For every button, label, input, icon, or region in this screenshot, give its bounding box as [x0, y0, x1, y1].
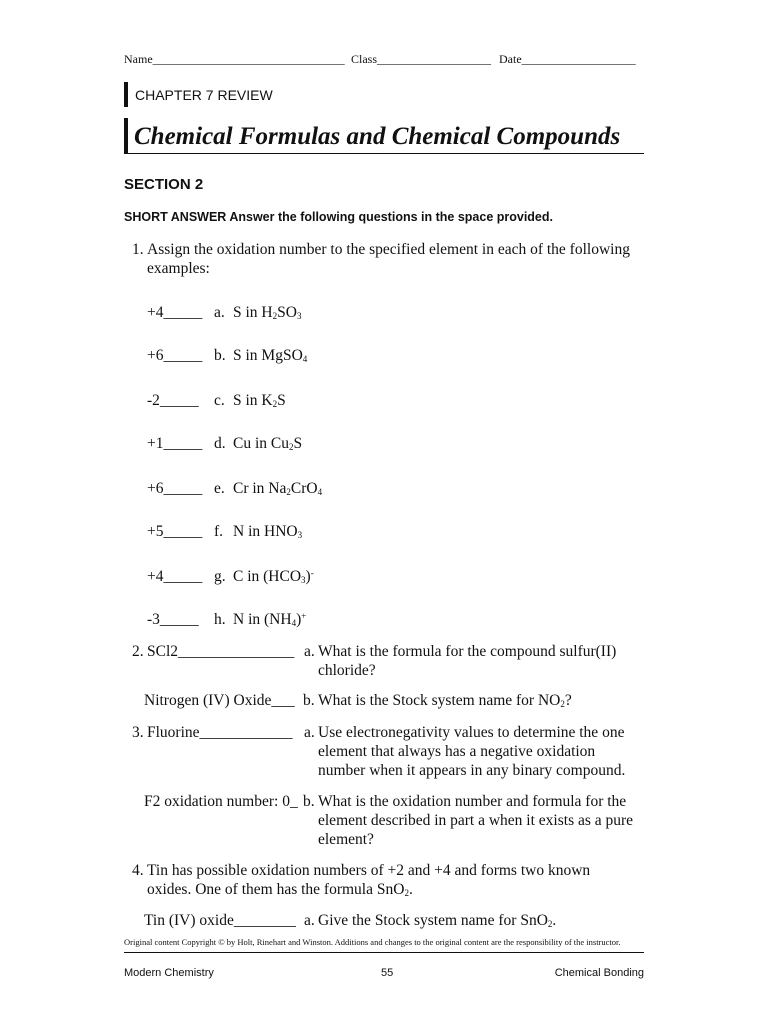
question-3b-text-line1: What is the oxidation number and formula for the — [318, 793, 627, 810]
question-1-item — [147, 479, 322, 498]
question-2b-subscript: 2 — [560, 699, 565, 709]
title-divider — [124, 153, 644, 154]
question-3b-answer: F2 oxidation number: 0_ — [144, 793, 298, 810]
footer-book-title: Modern Chemistry — [124, 967, 214, 979]
question-2b-letter: b. — [303, 692, 315, 709]
question-4a-answer: Tin (IV) oxide________ — [144, 912, 296, 929]
question-3a-answer: Fluorine____________ — [147, 724, 293, 741]
section-heading: SECTION 2 — [124, 176, 204, 193]
item-text: S in MgSO — [233, 347, 303, 364]
item-text-cont: SO — [277, 304, 297, 321]
question-3-number: 3. — [132, 724, 144, 741]
item-text: S in H — [233, 304, 273, 321]
item-letter: g. — [214, 568, 226, 585]
question-2a-letter: a. — [304, 643, 315, 660]
question-2a-answer: SCl2_______________ — [147, 643, 295, 660]
question-1-text-line1: Assign the oxidation number to the specified element in each of the following — [147, 241, 630, 258]
item-subscript: 4 — [317, 487, 323, 497]
item-letter: e. — [214, 480, 225, 497]
question-1-item — [147, 391, 286, 410]
page-title: Chemical Formulas and Chemical Compounds — [124, 118, 620, 153]
item-subscript: 3 — [296, 311, 302, 321]
item-subscript: 3 — [301, 575, 306, 585]
short-answer-instructions — [124, 210, 553, 224]
answer-blank: -3_____ — [147, 611, 199, 628]
question-4-text-line1: Tin has possible oxidation numbers of +2 and +4 and forms two known — [147, 862, 591, 879]
question-1-item — [147, 434, 302, 453]
question-4a-text-main: Give the Stock system name for SnO — [318, 912, 548, 929]
item-letter: a. — [214, 304, 225, 321]
question-3b-letter: b. — [303, 793, 315, 810]
item-subscript: 2 — [272, 311, 278, 321]
chapter-label: CHAPTER 7 REVIEW — [124, 82, 273, 107]
item-text: C in (HCO — [233, 568, 302, 585]
question-2-number: 2. — [132, 643, 144, 660]
class-field-label: Class___________________ — [351, 52, 492, 66]
copyright-notice: Original content Copyright © by Holt, Rinehart and Winston. Additions and changes to the original content are the responsibility of the instructor. — [124, 937, 621, 947]
question-4-text-line2-end: . — [408, 881, 413, 898]
question-4a-subscript: 2 — [547, 919, 553, 929]
answer-blank: +4_____ — [147, 304, 203, 321]
question-2b-text-main: What is the Stock system name for NO — [318, 692, 561, 709]
footer-divider — [124, 952, 644, 953]
item-text: Cr in Na — [233, 480, 287, 497]
question-1-text-line2: examples: — [147, 260, 210, 277]
item-subscript: 2 — [286, 487, 291, 497]
short-answer-label: SHORT ANSWER — [124, 210, 227, 224]
item-text: Cu in Cu — [233, 435, 289, 452]
question-4-subscript: 2 — [404, 888, 409, 898]
question-1-item — [147, 346, 307, 365]
name-field-label: Name________________________________ — [124, 52, 345, 66]
item-text-cont: CrO — [290, 480, 318, 497]
question-2a-text-line1: What is the formula for the compound sulfur(II) — [318, 643, 617, 660]
question-4-text-line2 — [147, 880, 413, 899]
question-1-number: 1. — [132, 241, 144, 258]
answer-blank: -2_____ — [147, 392, 199, 409]
answer-blank: +5_____ — [147, 523, 203, 540]
question-1-item — [147, 610, 306, 629]
question-3b-text-line2: element described in part a when it exists as a pure — [318, 812, 634, 829]
date-field-label: Date___________________ — [499, 52, 636, 66]
item-charge: + — [301, 611, 307, 621]
item-subscript: 2 — [272, 399, 278, 409]
question-2b-text — [318, 691, 572, 710]
question-2b-text-end: ? — [564, 692, 572, 709]
question-1-item — [147, 567, 314, 586]
item-charge: - — [310, 568, 314, 578]
item-subscript: 3 — [297, 530, 303, 540]
answer-blank: +6_____ — [147, 480, 203, 497]
question-4-text-line2-main: oxides. One of them has the formula SnO — [147, 881, 405, 898]
item-text-cont: S — [277, 392, 286, 409]
item-text: N in HNO — [233, 523, 298, 540]
question-4-number: 4. — [132, 862, 144, 879]
question-3a-text-line1: Use electronegativity values to determine the one — [318, 724, 625, 741]
answer-blank: +6_____ — [147, 347, 203, 364]
page-number: 55 — [381, 967, 394, 979]
question-3a-text-line3: number when it appears in any binary compound. — [318, 762, 626, 779]
item-text-cont: S — [293, 435, 303, 452]
question-3a-letter: a. — [304, 724, 315, 741]
item-subscript: 4 — [291, 618, 297, 628]
question-3a-text-line2: element that always has a negative oxidation — [318, 743, 596, 760]
question-1-item — [147, 522, 302, 541]
question-4a-text-end: . — [552, 912, 557, 929]
item-letter: h. — [214, 611, 226, 628]
question-1-item — [147, 303, 301, 322]
item-letter: d. — [214, 435, 226, 452]
item-subscript: 2 — [288, 442, 294, 452]
item-text-cont: ) — [296, 611, 302, 628]
short-answer-text: Answer the following questions in the space provided. — [229, 210, 553, 224]
item-text: N in (NH — [233, 611, 292, 628]
item-letter: c. — [214, 392, 225, 409]
question-2b-answer: Nitrogen (IV) Oxide___ — [144, 692, 295, 709]
footer-chapter-title: Chemical Bonding — [554, 967, 644, 979]
question-4a-text — [318, 911, 556, 930]
item-letter: b. — [214, 347, 226, 364]
answer-blank: +4_____ — [147, 568, 203, 585]
item-text-cont: ) — [305, 568, 311, 585]
question-3b-text-line3: element? — [318, 831, 374, 848]
answer-blank: +1_____ — [147, 435, 203, 452]
item-text: S in K — [233, 392, 273, 409]
item-subscript: 4 — [302, 354, 308, 364]
question-4a-letter: a. — [304, 912, 315, 929]
item-letter: f. — [214, 523, 224, 540]
question-2a-text-line2: chloride? — [318, 662, 376, 679]
